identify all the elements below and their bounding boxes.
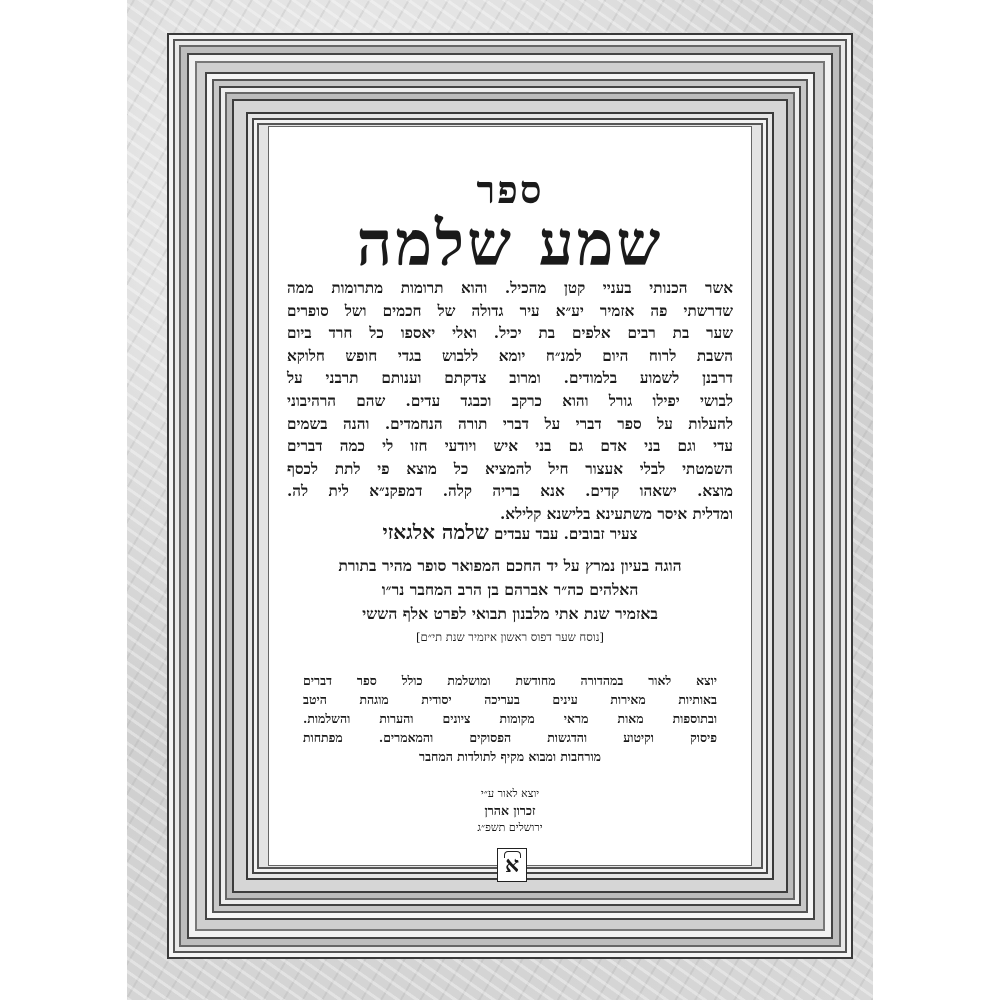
- editor-block: [289, 554, 731, 626]
- author-prefix: צעיר זבובים. עבד עבדים: [494, 525, 638, 543]
- book-title: שמע שלמה: [356, 207, 664, 280]
- open-book-icon: [504, 851, 521, 858]
- editor-line: האלהים כה״ר אברהם בן הרב המחבר נר״ו: [381, 580, 639, 599]
- publisher-place: ירושלים תשפ״ג: [477, 821, 543, 834]
- edition-line: ובתוספות מאות מראי מקומות ציונים והערות והשלמות.: [303, 711, 717, 726]
- intro-line: אשר הכנותי בעניי קטן מהכיל. והוא תרומות מתרומות ממה: [287, 279, 733, 297]
- intro-line: ומדלית איסר משתעינא בלישנא קלילא.: [499, 504, 733, 523]
- publisher-logo-icon: [497, 848, 527, 882]
- publisher-name: זכרון אהרן: [484, 803, 536, 818]
- author-name: שלמה אלגאזי: [382, 520, 489, 544]
- intro-paragraph: [287, 277, 733, 526]
- intro-line: השבת לרוח היום למנ״ח יומא ללבוש בגדי חופש חלוקא: [287, 346, 733, 365]
- publisher-block: [269, 785, 751, 836]
- logo-letter: א: [504, 852, 520, 878]
- editor-line: הוגה בעיון נמרץ על יד החכם המפואר סופר מהיר בתורת: [338, 556, 682, 575]
- edition-line: יוצא לאור במהדורה מחודשת ומושלמת כולל ספר דברים: [303, 673, 717, 688]
- edition-line: מורחבות ומבוא מקיף לתולדות המחבר: [418, 749, 601, 764]
- intro-line: עדי וגם בני אדם גם בני איש ויודעי חזו לי כמה דברים: [287, 437, 733, 456]
- intro-line: שער בת רבים אלפים בת יכיל. ואלי יאספו כל חרד ביום: [287, 324, 733, 343]
- intro-line: השמטתי לבלי אעצור חיל להמציא כל מוצא פי לתת לכסף: [287, 459, 733, 478]
- book-kicker: ספר: [476, 167, 544, 212]
- title-page: [268, 126, 752, 878]
- intro-line: לבושי יפילו גורל והוא כרקב וכבגד עדים. שהם הרהיבוני: [287, 391, 733, 410]
- edition-line: פיסוק וקיטוע והדגשות הפסוקים והמאמרים. מפתחות: [303, 730, 717, 745]
- author-line: [269, 520, 751, 545]
- publisher-intro: יוצא לאור ע״י: [480, 787, 540, 800]
- intro-line: מוצא. ישאהו קדים. אנא בריה קלה. דמפקנ״א לית לה.: [287, 482, 733, 501]
- edition-line: באותיות מאירות עינים בעריכה יסודית מוגהת היטב: [303, 692, 717, 707]
- intro-line: להעלות על ספר דברי על דברי תורה הנחמדים. והנה בשמים: [287, 414, 733, 433]
- intro-line: שדרשתי פה אזמיר יע״א עיר גדולה של חכמים ושל סופרים: [287, 301, 733, 320]
- first-print-note: [נוסח שער דפוס ראשון איזמיר שנת תי״ם]: [416, 630, 604, 644]
- intro-line: דרבנן לשמוע בלמודים. ומרוב צדקתם וענותם תרבני על: [287, 369, 733, 388]
- editor-line: באזמיר שנת אתי מלבנון תבואי לפרט אלף הששי: [362, 604, 658, 623]
- edition-description: [303, 671, 717, 766]
